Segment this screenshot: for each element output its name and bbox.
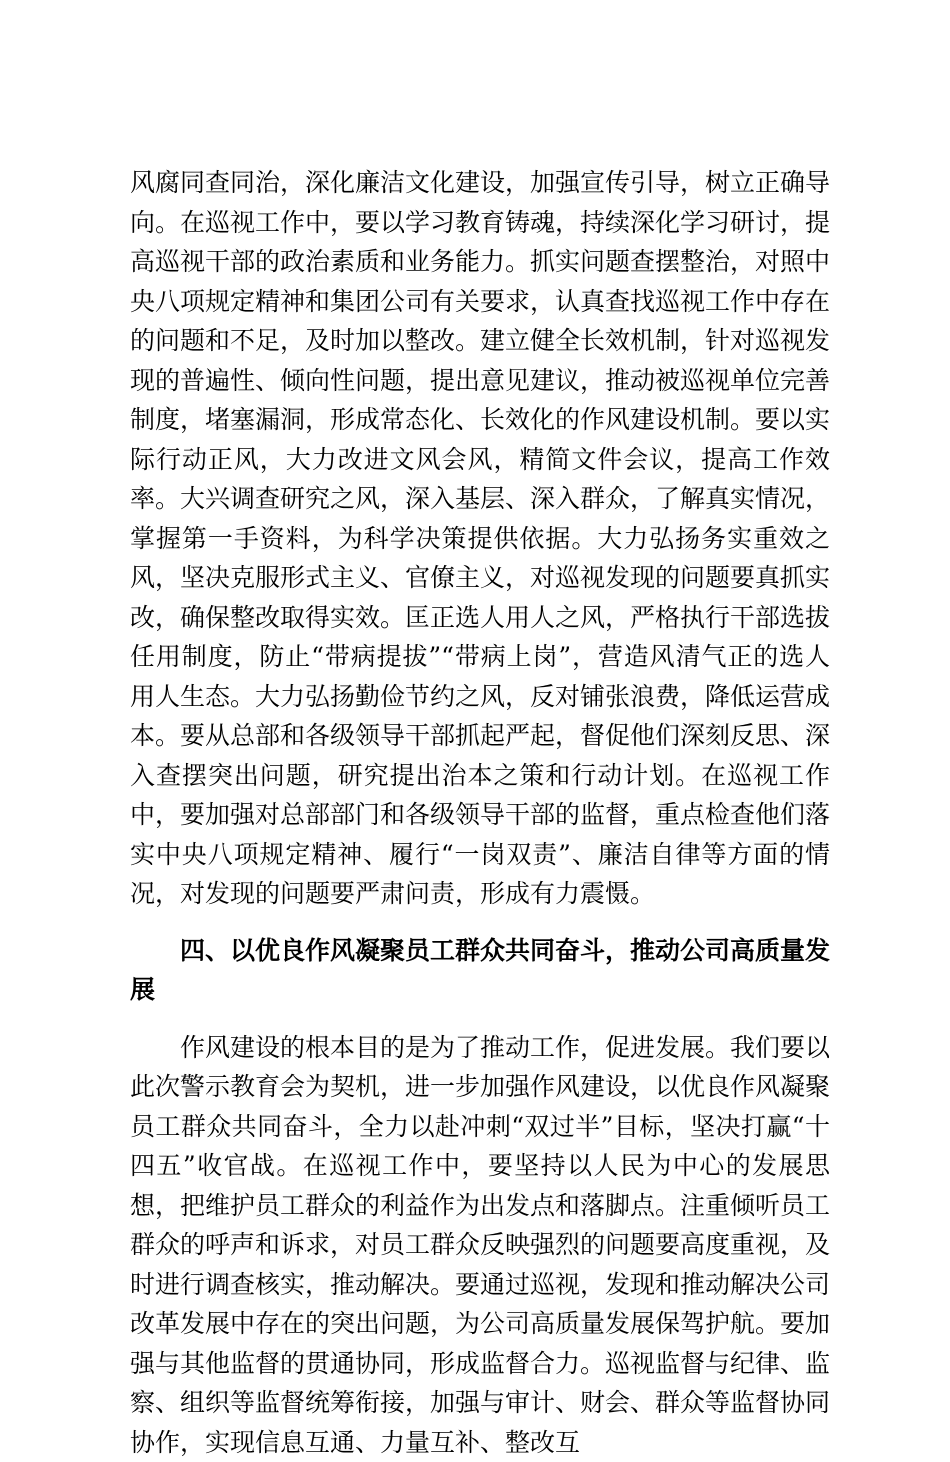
body-paragraph-section-4: 作风建设的根本目的是为了推动工作，促进发展。我们要以此次警示教育会为契机，进一步加强作风建设，以优良作风凝聚员工群众共同奋斗，全力以赴冲刺“双过半”目标，坚决打赢“十四五”收官战。在巡视工作中，要坚持以人民为中心的发展思想，把维护员工群众的利益作为出发点和落脚点。注重倾听员工群众的呼声和诉求，对员工群众反映强烈的问题要高度重视，及时进行调查核实，推动解决。要通过巡视，发现和推动解决公司改革发展中存在的突出问题，为公司高质量发展保驾护航。要加强与其他监督的贯通协同，形成监督合力。巡视监督与纪律、监察、组织等监督统筹衔接，加强与审计、财会、群众等监督协同协作，实现信息互通、力量互补、整改互 xyxy=(130,1028,830,1462)
body-paragraph-continued: 风腐同查同治，深化廉洁文化建设，加强宣传引导，树立正确导向。在巡视工作中，要以学习教育铸魂，持续深化学习研讨，提高巡视干部的政治素质和业务能力。抓实问题查摆整治，对照中央八项规定精神和集团公司有关要求，认真查找巡视工作中存在的问题和不足，及时加以整改。建立健全长效机制，针对巡视发现的普遍性、倾向性问题，提出意见建议，推动被巡视单位完善制度，堵塞漏洞，形成常态化、长效化的作风建设机制。要以实际行动正风，大力改进文风会风，精简文件会议，提高工作效率。大兴调查研究之风，深入基层、深入群众，了解真实情况，掌握第一手资料，为科学决策提供依据。大力弘扬务实重效之风，坚决克服形式主义、官僚主义，对巡视发现的问题要真抓实改，确保整改取得实效。匡正选人用人之风，严格执行干部选拔任用制度，防止“带病提拔”“带病上岗”，营造风清气正的选人用人生态。大力弘扬勤俭节约之风，反对铺张浪费，降低运营成本。要从总部和各级领导干部抓起严起，督促他们深刻反思、深入查摆突出问题，研究提出治本之策和行动计划。在巡视工作中，要加强对总部部门和各级领导干部的监督，重点检查他们落实中央八项规定精神、履行“一岗双责”、廉洁自律等方面的情况，对发现的问题要严肃问责，形成有力震慑。 xyxy=(130,163,830,914)
document-page xyxy=(130,163,830,1462)
section-heading: 四、以优良作风凝聚员工群众共同奋斗，推动公司高质量发展 xyxy=(130,931,830,1010)
